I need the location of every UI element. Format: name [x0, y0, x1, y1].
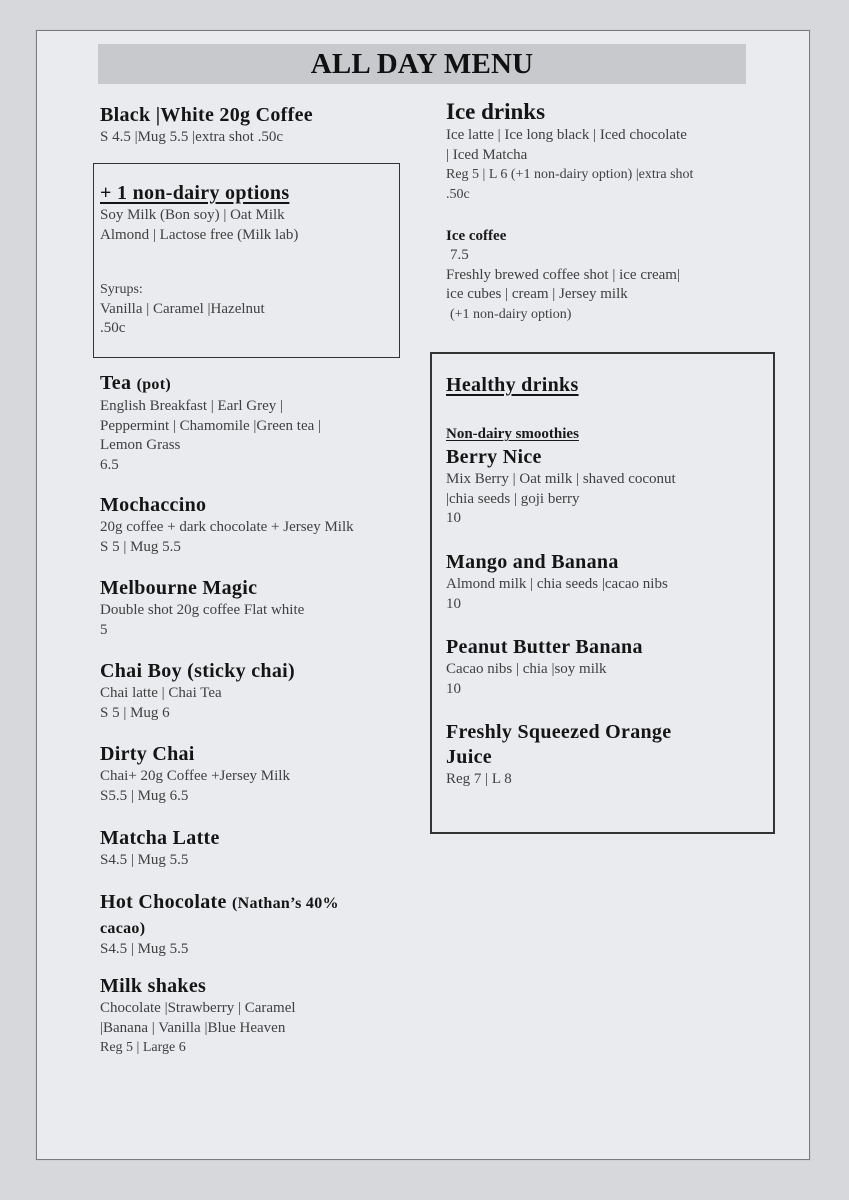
item-price: Reg 5 | Large 6 — [100, 1040, 186, 1055]
item-price: 10 — [446, 680, 461, 697]
item-price: S 5 | Mug 6 — [100, 704, 170, 721]
syrups-label: Syrups: — [100, 282, 143, 297]
item-hot-chocolate — [100, 890, 400, 960]
item-desc: ice cubes | cream | Jersey milk — [446, 286, 628, 302]
item-name: Peanut Butter Banana — [446, 636, 643, 658]
item-note-cont — [100, 916, 400, 940]
item-black-white-coffee — [100, 103, 313, 148]
item-desc: Almond milk | chia seeds |cacao nibs — [446, 576, 668, 592]
item-price: 5 — [100, 621, 108, 638]
item-name: Tea — [100, 372, 132, 394]
item-name: Freshly Squeezed Orange — [446, 721, 672, 743]
item-name: Hot Chocolate — [100, 891, 227, 913]
item-note: (pot) — [136, 376, 171, 393]
item-name-row — [100, 371, 321, 397]
item-price: Reg 5 | L 6 (+1 non-dairy option) |extra shot — [446, 167, 694, 182]
item-note: (Nathan’s 40% — [231, 895, 339, 912]
item-name: Mango and Banana — [446, 551, 619, 573]
item-name: Chai Boy (sticky chai) — [100, 660, 295, 682]
item-desc: (+1 non-dairy option) — [450, 306, 572, 322]
item-name: Milk shakes — [100, 975, 207, 997]
item-name: Melbourne Magic — [100, 577, 258, 599]
item-price: S5.5 | Mug 6.5 — [100, 787, 189, 804]
item-desc: Freshly brewed coffee shot | ice cream| — [446, 266, 680, 283]
item-desc: | Iced Matcha — [446, 146, 528, 163]
nondairy-line: Almond | Lactose free (Milk lab) — [100, 226, 299, 243]
item-desc: Double shot 20g coffee Flat white — [100, 602, 305, 618]
item-price: 10 — [446, 510, 461, 526]
item-desc: 20g coffee + dark chocolate + Jersey Milk — [100, 519, 354, 535]
item-price: 6.5 — [100, 456, 119, 473]
menu-title: ALL DAY MENU — [310, 48, 534, 80]
item-desc: |Banana | Vanilla |Blue Heaven — [100, 1019, 286, 1036]
item-name: Mochaccino — [100, 494, 207, 516]
item-desc: Chai latte | Chai Tea — [100, 685, 222, 701]
item-milk-shakes — [100, 974, 296, 1058]
item-desc: Chocolate |Strawberry | Caramel — [100, 1000, 296, 1016]
item-berry-nice — [446, 445, 676, 529]
item-melbourne-magic — [100, 576, 304, 640]
item-name-row — [100, 890, 400, 916]
ice-drinks-heading: Ice drinks — [446, 99, 546, 124]
item-matcha-latte — [100, 826, 220, 871]
item-price: S4.5 | Mug 5.5 — [100, 852, 189, 868]
item-desc: Lemon Grass — [100, 437, 181, 453]
item-tea — [100, 371, 321, 475]
item-price: S 5 | Mug 5.5 — [100, 538, 181, 555]
item-chai-boy — [100, 659, 295, 723]
item-name-cont: Juice — [446, 746, 492, 768]
item-price: Reg 7 | L 8 — [446, 771, 512, 787]
nondairy-line: Soy Milk (Bon soy) | Oat Milk — [100, 207, 285, 223]
item-desc: English Breakfast | Earl Grey | — [100, 398, 284, 414]
item-desc: |chia seeds | goji berry — [446, 490, 580, 507]
title-bar — [98, 44, 746, 84]
item-dirty-chai — [100, 742, 290, 806]
item-price: .50c — [446, 186, 470, 202]
item-name: Ice coffee — [446, 228, 507, 244]
item-price: S 4.5 |Mug 5.5 |extra shot .50c — [100, 129, 284, 145]
item-mango-banana — [446, 550, 668, 614]
ice-drinks — [446, 98, 693, 204]
item-desc: Chai+ 20g Coffee +Jersey Milk — [100, 768, 290, 784]
item-desc: Cacao nibs | chia |soy milk — [446, 661, 607, 677]
item-ice-coffee — [446, 226, 680, 324]
item-price: 7.5 — [450, 247, 469, 263]
nondairy-options — [100, 181, 298, 339]
item-desc: Peppermint | Chamomile |Green tea | — [100, 417, 322, 434]
item-desc: Mix Berry | Oat milk | shaved coconut — [446, 471, 676, 487]
smoothies-subheading: Non-dairy smoothies — [446, 426, 579, 442]
healthy-heading: Healthy drinks — [446, 374, 579, 396]
item-price: S4.5 | Mug 5.5 — [100, 941, 189, 957]
item-peanut-butter-banana — [446, 635, 643, 699]
item-note: cacao) — [100, 920, 146, 937]
item-name: Berry Nice — [446, 446, 542, 468]
syrups-price: .50c — [100, 320, 126, 336]
item-desc: Ice latte | Ice long black | Iced chocolate — [446, 127, 687, 143]
item-mochaccino — [100, 493, 354, 557]
item-price: 10 — [446, 595, 461, 612]
healthy-drinks — [446, 373, 579, 444]
item-orange-juice — [446, 720, 671, 790]
item-name: Matcha Latte — [100, 827, 220, 849]
syrups-line: Vanilla | Caramel |Hazelnut — [100, 300, 265, 317]
item-name: Black |White 20g Coffee — [100, 104, 313, 126]
nondairy-heading: + 1 non-dairy options — [100, 182, 290, 204]
item-name: Dirty Chai — [100, 743, 195, 765]
